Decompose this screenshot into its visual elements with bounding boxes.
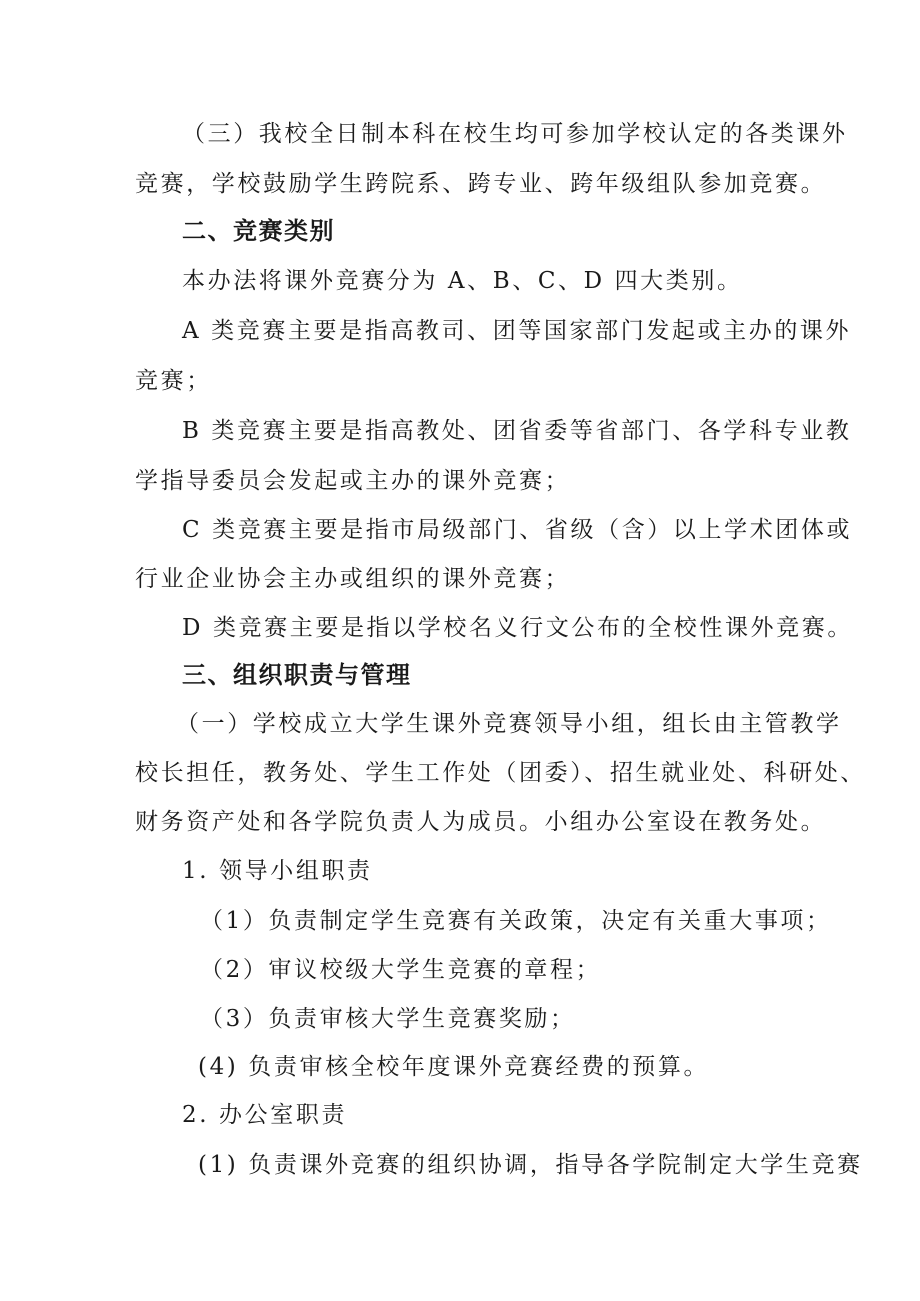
category-a-line-2: 竞赛； — [135, 368, 212, 394]
category-c-line-2: 行业企业协会主办或组织的课外竞赛； — [135, 566, 571, 592]
section-3-para-line-2: 校长担任，教务处、学生工作处（团委）、招生就业处、科研处、 — [135, 760, 866, 786]
section-3-para-line-3: 财务资产处和各学院负责人为成员。小组办公室设在教务处。 — [135, 809, 827, 835]
office-duties-title: 2. 办公室职责 — [182, 1102, 348, 1128]
category-c-line-1: C 类竞赛主要是指市局级部门、省级（含）以上学术团体或 — [182, 517, 853, 543]
leader-duties-title: 1. 领导小组职责 — [182, 858, 373, 884]
section-2-heading: 二、竞赛类别 — [182, 217, 335, 245]
intro-paragraph-line-1: （三）我校全日制本科在校生均可参加学校认定的各类课外 — [182, 121, 848, 147]
leader-duty-item-3: （3）负责审核大学生竞赛奖励； — [200, 1006, 576, 1032]
leader-duty-item-2: （2）审议校级大学生竞赛的章程； — [200, 957, 602, 983]
category-b-line-2: 学指导委员会发起或主办的课外竞赛； — [135, 468, 571, 494]
section-3-heading: 三、组织职责与管理 — [182, 661, 412, 689]
category-b-line-1: B 类竞赛主要是指高教处、团省委等省部门、各学科专业教 — [182, 418, 852, 444]
category-a-line-1: A 类竞赛主要是指高教司、团等国家部门发起或主办的课外 — [182, 318, 852, 344]
leader-duty-item-1: （1）负责制定学生竞赛有关政策，决定有关重大事项； — [200, 908, 832, 934]
intro-paragraph-line-2: 竞赛，学校鼓励学生跨院系、跨专业、跨年级组队参加竞赛。 — [135, 171, 827, 197]
category-intro: 本办法将课外竞赛分为 A、B、C、D 四大类别。 — [182, 268, 743, 294]
section-3-para-line-1: （一）学校成立大学生课外竞赛领导小组，组长由主管教学 — [176, 711, 842, 737]
category-d-line-1: D 类竞赛主要是指以学校名义行文公布的全校性课外竞赛。 — [182, 615, 853, 641]
leader-duty-item-4: (4) 负责审核全校年度课外竞赛经费的预算。 — [198, 1054, 710, 1080]
office-duty-item-1: (1) 负责课外竞赛的组织协调，指导各学院制定大学生竞赛 — [198, 1152, 863, 1178]
